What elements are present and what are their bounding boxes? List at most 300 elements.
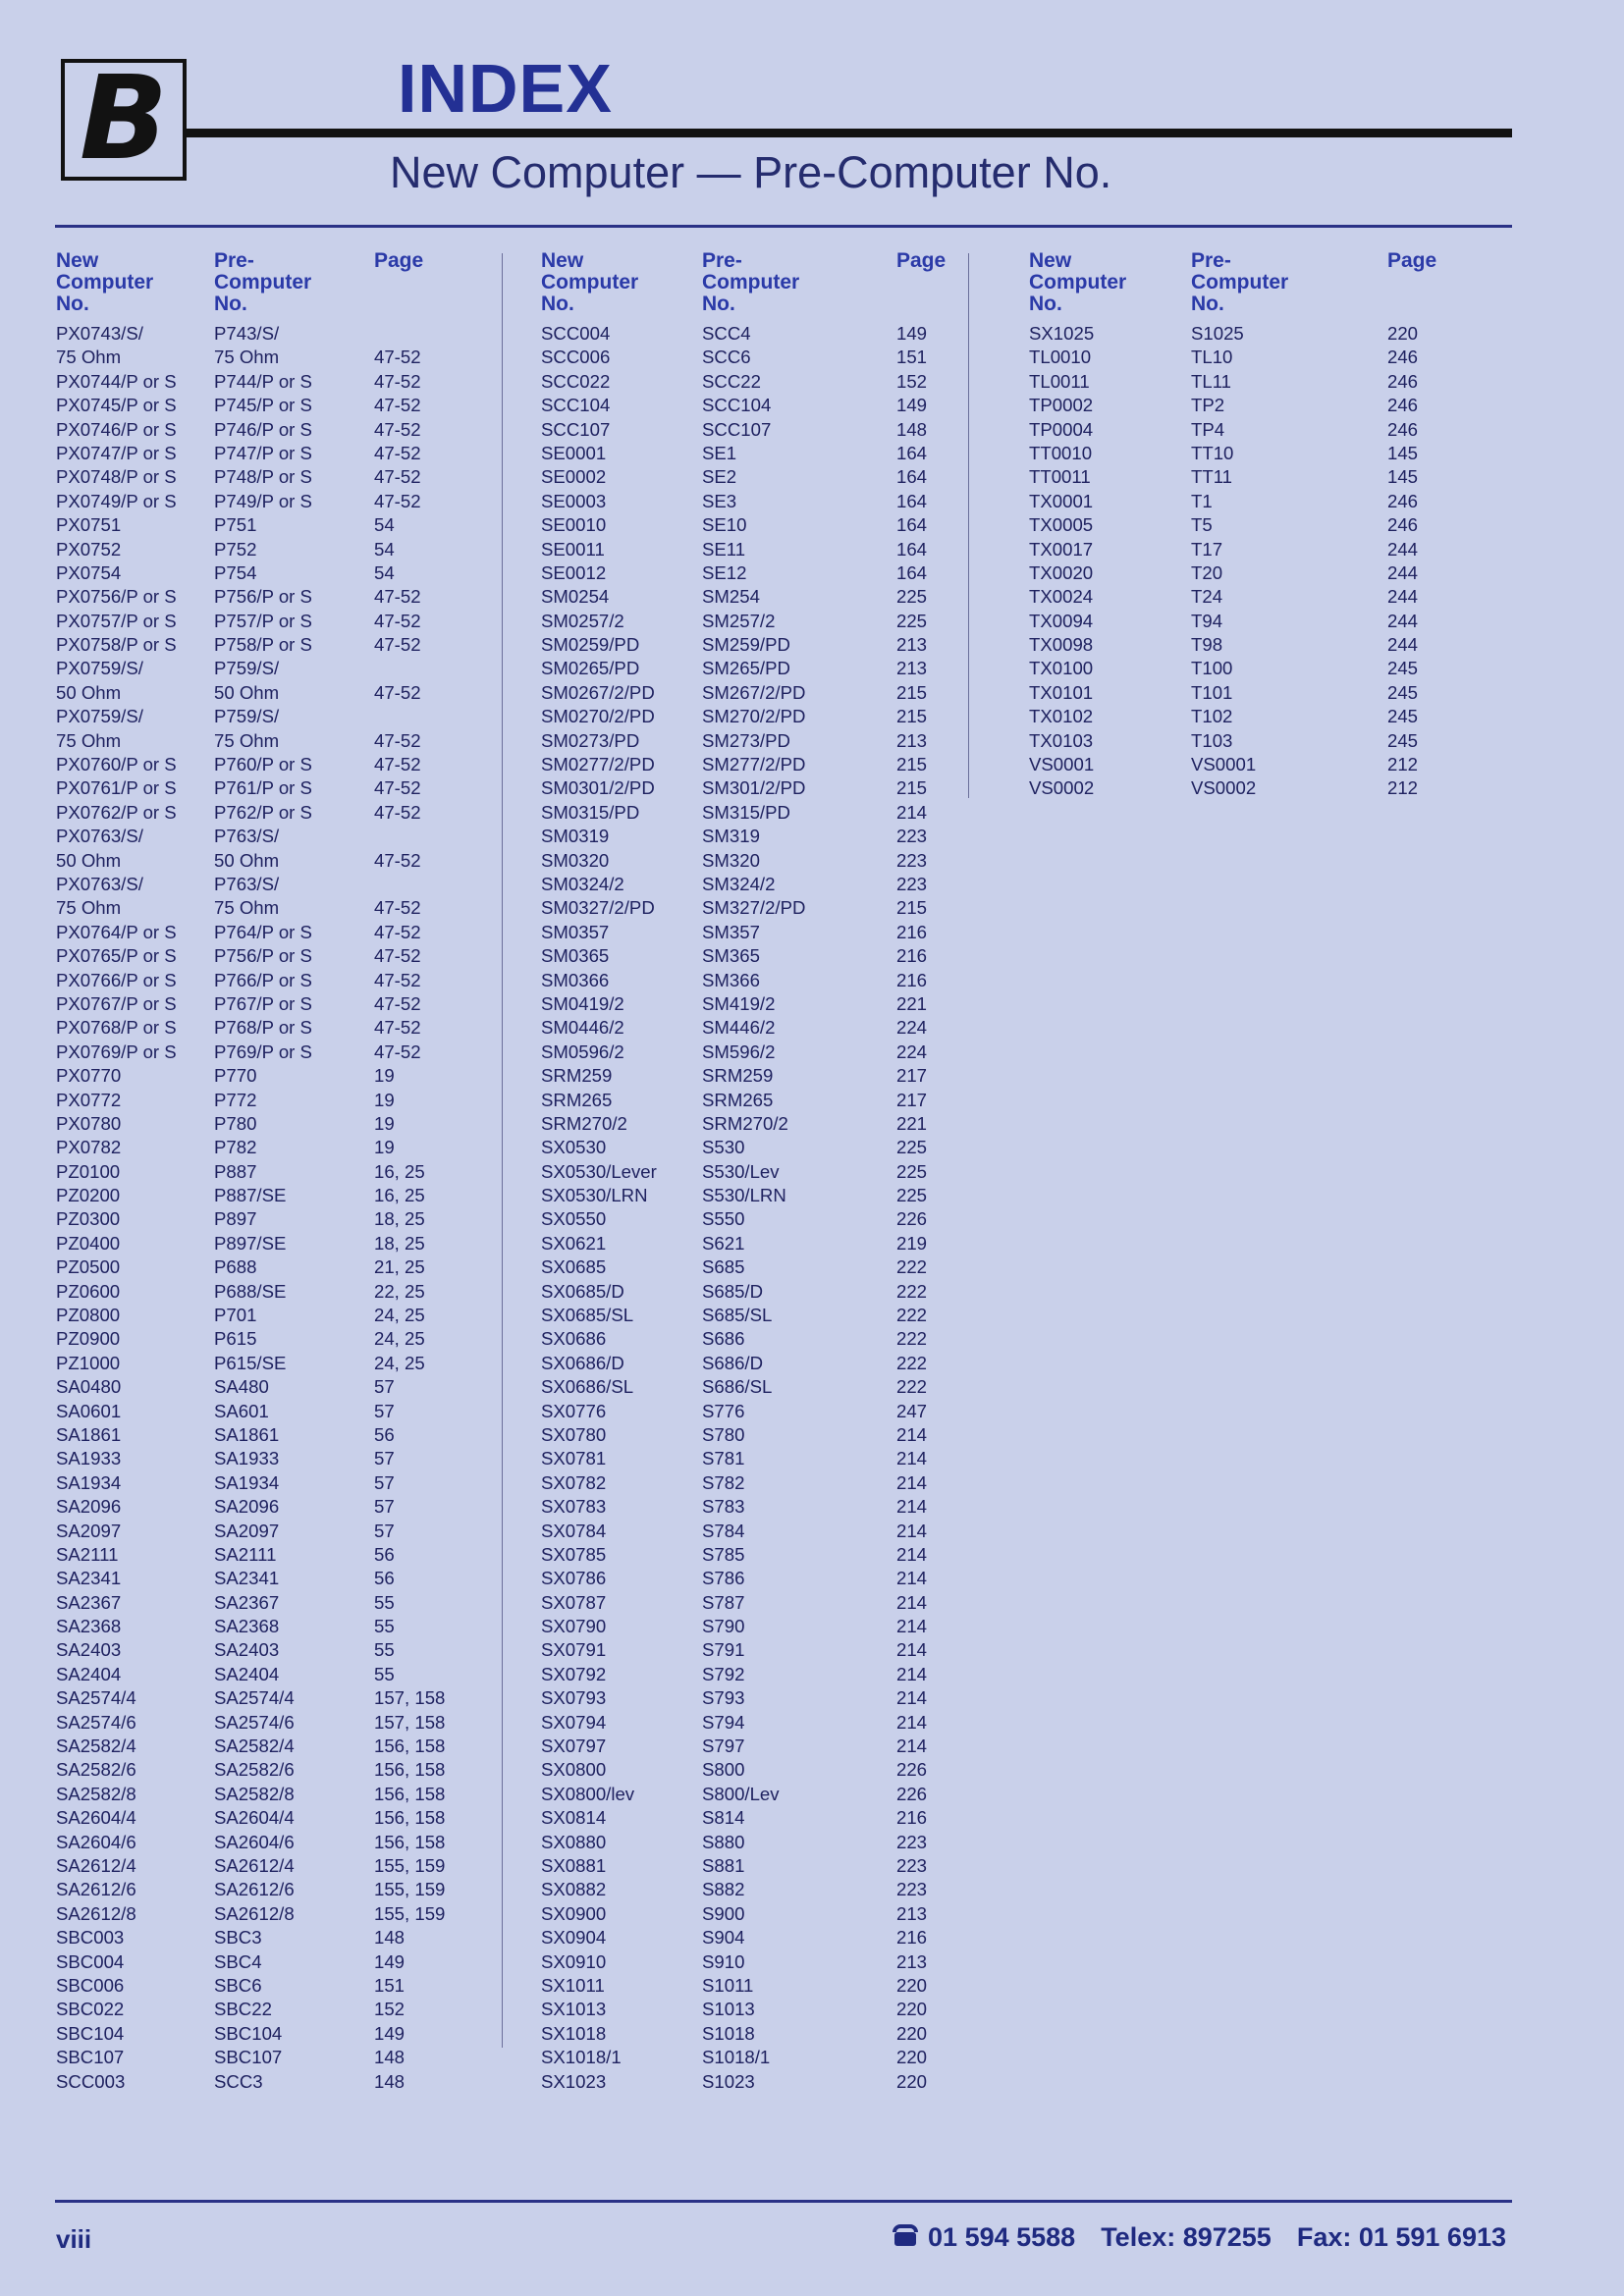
pre-computer-no: S780 <box>702 1423 745 1445</box>
page-ref: 226 <box>896 1208 928 1230</box>
new-computer-no: SM0357 <box>541 921 610 942</box>
page-ref: 57 <box>374 1496 395 1518</box>
pre-computer-no: P748/P or S <box>214 466 312 488</box>
table-row <box>56 1232 472 1255</box>
new-computer-no: 75 Ohm <box>56 729 122 751</box>
new-computer-no: SX0530/Lever <box>541 1160 657 1182</box>
page-ref: 47-52 <box>374 969 421 990</box>
table-row <box>56 394 472 417</box>
table-row <box>541 1783 944 1806</box>
new-computer-no: SBC022 <box>56 1999 125 2020</box>
pre-computer-no: S910 <box>702 1950 745 1972</box>
new-computer-no: SX0686 <box>541 1328 607 1350</box>
table-row <box>541 2070 944 2094</box>
new-computer-no: PX0748/P or S <box>56 466 177 488</box>
page-ref: 155, 159 <box>374 1879 446 1900</box>
page-ref: 222 <box>896 1256 928 1278</box>
column-header <box>541 249 947 317</box>
page-ref: 56 <box>374 1543 395 1565</box>
new-computer-no: SM0277/2/PD <box>541 754 655 775</box>
pre-computer-no: P759/S/ <box>214 658 280 679</box>
table-row <box>56 1831 472 1854</box>
table-row <box>56 1471 472 1495</box>
pre-computer-no: VS0002 <box>1191 777 1257 799</box>
new-computer-no: SBC104 <box>56 2022 125 2044</box>
new-computer-no: SA0601 <box>56 1400 122 1421</box>
page-ref: 47-52 <box>374 897 421 919</box>
pre-computer-no: S530 <box>702 1137 745 1158</box>
new-computer-no: SX0685/SL <box>541 1305 634 1326</box>
page-ref: 151 <box>374 1974 406 1996</box>
new-computer-no: SRM270/2 <box>541 1112 627 1134</box>
new-computer-header: New Computer No. <box>1029 249 1127 315</box>
pre-computer-no: S793 <box>702 1687 745 1709</box>
page-header: Page <box>1387 249 1437 272</box>
page-ref: 246 <box>1387 514 1419 536</box>
new-computer-no: 50 Ohm <box>56 849 122 871</box>
table-row <box>1029 753 1435 776</box>
page-ref: 226 <box>896 1783 928 1804</box>
table-row <box>541 1567 944 1590</box>
page-ref: 216 <box>896 921 928 942</box>
pre-computer-no: SA2604/4 <box>214 1807 295 1829</box>
table-row <box>1029 538 1435 561</box>
pre-computer-no: S794 <box>702 1711 745 1733</box>
page-subtitle: New Computer — Pre-Computer No. <box>390 147 1112 197</box>
page-ref: 47-52 <box>374 418 421 440</box>
pre-computer-no: SA2096 <box>214 1496 280 1518</box>
new-computer-header: New Computer No. <box>541 249 639 315</box>
pre-computer-no: T100 <box>1191 658 1233 679</box>
pre-computer-no: SA2612/4 <box>214 1855 295 1876</box>
new-computer-no: SX0790 <box>541 1616 607 1637</box>
new-computer-no: SA2612/6 <box>56 1879 136 1900</box>
pre-computer-no: TT10 <box>1191 442 1234 463</box>
table-row <box>56 370 472 394</box>
new-computer-no: PX0752 <box>56 538 122 560</box>
page-ref: 214 <box>896 1423 928 1445</box>
pre-computer-no: T98 <box>1191 634 1223 656</box>
new-computer-no: SX0550 <box>541 1208 607 1230</box>
pre-computer-no: P744/P or S <box>214 370 312 392</box>
page-ref: 164 <box>896 538 928 560</box>
new-computer-no: SA1933 <box>56 1448 122 1469</box>
page-ref: 220 <box>896 1999 928 2020</box>
pre-computer-no: S1023 <box>702 2070 755 2092</box>
pre-computer-no: P746/P or S <box>214 418 312 440</box>
new-computer-no: SX0782 <box>541 1471 607 1493</box>
new-computer-no: SM0446/2 <box>541 1017 624 1039</box>
new-computer-no: SX0784 <box>541 1520 607 1541</box>
table-row <box>541 370 944 394</box>
page-ref: 19 <box>374 1137 395 1158</box>
pre-computer-no: P757/P or S <box>214 610 312 631</box>
index-column-3 <box>1029 250 1435 801</box>
page-ref: 244 <box>1387 586 1419 608</box>
new-computer-no: SM0270/2/PD <box>541 706 655 727</box>
page-ref: 47-52 <box>374 681 421 703</box>
table-row <box>56 2070 472 2094</box>
pre-computer-no: P772 <box>214 1089 257 1110</box>
table-row <box>1029 561 1435 585</box>
page-ref: 213 <box>896 658 928 679</box>
new-computer-no: SM0273/PD <box>541 729 640 751</box>
new-computer-no: PX0759/S/ <box>56 706 143 727</box>
new-computer-no: SX1025 <box>1029 323 1095 344</box>
page-ref <box>374 873 472 896</box>
pre-computer-no: TL11 <box>1191 370 1232 392</box>
table-row <box>56 657 472 680</box>
page-ref: 216 <box>896 1807 928 1829</box>
page-ref: 19 <box>374 1089 395 1110</box>
table-row <box>541 322 944 346</box>
table-row <box>56 1352 472 1375</box>
new-computer-no: SE0003 <box>541 490 607 511</box>
pre-computer-no: SA2097 <box>214 1520 280 1541</box>
page-ref: 214 <box>896 1687 928 1709</box>
page-ref: 215 <box>896 681 928 703</box>
page-ref: 18, 25 <box>374 1208 425 1230</box>
table-row <box>541 801 944 825</box>
page-ref: 215 <box>896 777 928 799</box>
new-computer-no: PX0782 <box>56 1137 122 1158</box>
table-row <box>541 921 944 944</box>
new-computer-no: PX0751 <box>56 514 122 536</box>
contact-info <box>893 2222 1506 2253</box>
page-ref: 152 <box>896 370 928 392</box>
new-computer-no: SX0900 <box>541 1902 607 1924</box>
new-computer-no: SM0265/PD <box>541 658 640 679</box>
table-row <box>541 1112 944 1136</box>
table-row <box>1029 465 1435 489</box>
pre-computer-no: P766/P or S <box>214 969 312 990</box>
pre-computer-no: SCC3 <box>214 2070 263 2092</box>
new-computer-no: SM0419/2 <box>541 992 624 1014</box>
pre-computer-no: SBC3 <box>214 1927 262 1949</box>
page-ref: 213 <box>896 729 928 751</box>
pre-computer-no: SCC22 <box>702 370 761 392</box>
pre-computer-no: S783 <box>702 1496 745 1518</box>
page-ref: 47-52 <box>374 777 421 799</box>
table-row <box>56 969 472 992</box>
table-row <box>541 561 944 585</box>
pre-computer-no: S1013 <box>702 1999 755 2020</box>
table-row <box>541 585 944 609</box>
logo-letter: B <box>80 50 168 186</box>
pre-computer-no: TP2 <box>1191 395 1225 416</box>
table-row <box>541 849 944 873</box>
new-computer-no: PX0754 <box>56 561 122 583</box>
pre-computer-no: P897 <box>214 1208 257 1230</box>
new-computer-no: PX0749/P or S <box>56 490 177 511</box>
table-row <box>541 1831 944 1854</box>
page-ref: 57 <box>374 1471 395 1493</box>
new-computer-no: VS0002 <box>1029 777 1095 799</box>
page-ref: 57 <box>374 1400 395 1421</box>
pre-computer-no: SA2574/6 <box>214 1711 295 1733</box>
pre-computer-no: SCC104 <box>702 395 772 416</box>
page-ref: 47-52 <box>374 347 421 368</box>
page-ref: 156, 158 <box>374 1735 446 1757</box>
pre-computer-no: P688 <box>214 1256 257 1278</box>
pre-computer-no: SBC104 <box>214 2022 283 2044</box>
new-computer-no: SA0480 <box>56 1376 122 1398</box>
table-row <box>56 1543 472 1567</box>
pre-computer-no: SBC4 <box>214 1950 262 1972</box>
new-computer-no: SM0327/2/PD <box>541 897 655 919</box>
table-row <box>56 1160 472 1184</box>
pre-computer-no: SM257/2 <box>702 610 776 631</box>
pre-computer-no: SRM270/2 <box>702 1112 788 1134</box>
telex-number: Telex: 897255 <box>1101 2222 1272 2252</box>
new-computer-no: SX0791 <box>541 1639 607 1661</box>
table-row <box>56 1711 472 1735</box>
new-computer-no: SBC003 <box>56 1927 125 1949</box>
pre-computer-no: S1011 <box>702 1974 754 1996</box>
pre-computer-no: T5 <box>1191 514 1213 536</box>
pre-computer-no: P763/S/ <box>214 873 280 894</box>
table-row <box>1029 513 1435 537</box>
pre-computer-no: S900 <box>702 1902 745 1924</box>
new-computer-no: SM0596/2 <box>541 1041 624 1062</box>
pre-computer-no: SA2403 <box>214 1639 280 1661</box>
table-row <box>56 1520 472 1543</box>
page-ref: 55 <box>374 1591 395 1613</box>
table-row <box>56 442 472 465</box>
pre-computer-no: SCC107 <box>702 418 772 440</box>
page-title: INDEX <box>398 50 613 127</box>
new-computer-no: SX0881 <box>541 1855 607 1876</box>
new-computer-no: SCC004 <box>541 323 611 344</box>
pre-computer-no: SM320 <box>702 849 760 871</box>
new-computer-no: TX0101 <box>1029 681 1094 703</box>
new-computer-no: SM0257/2 <box>541 610 624 631</box>
page-ref: 216 <box>896 969 928 990</box>
table-row <box>541 633 944 657</box>
table-row <box>541 1471 944 1495</box>
new-computer-no: TX0094 <box>1029 610 1094 631</box>
pre-computer-no: SM273/PD <box>702 729 790 751</box>
table-row <box>56 1615 472 1638</box>
page-ref: 244 <box>1387 538 1419 560</box>
pre-computer-no: S797 <box>702 1735 745 1757</box>
pre-computer-no: T1 <box>1191 490 1213 511</box>
new-computer-no: SX0786 <box>541 1568 607 1589</box>
pre-computer-no: P764/P or S <box>214 921 312 942</box>
pre-computer-no: 50 Ohm <box>214 681 280 703</box>
table-row <box>56 729 472 753</box>
page-ref: 145 <box>1387 466 1419 488</box>
table-row <box>541 1591 944 1615</box>
page-ref <box>374 322 472 346</box>
index-column-1 <box>56 250 472 2094</box>
page-ref: 214 <box>896 1448 928 1469</box>
index-rows <box>541 322 944 2094</box>
table-row <box>56 1758 472 1782</box>
table-row <box>56 681 472 705</box>
table-row <box>1029 346 1435 369</box>
page-ref: 47-52 <box>374 610 421 631</box>
page-ref: 24, 25 <box>374 1328 425 1350</box>
page-ref: 57 <box>374 1448 395 1469</box>
table-row <box>1029 322 1435 346</box>
telephone-icon <box>893 2224 918 2246</box>
column-header <box>56 250 472 317</box>
new-computer-no: SE0001 <box>541 442 607 463</box>
page-ref: 214 <box>896 1471 928 1493</box>
new-computer-no: PX0760/P or S <box>56 754 177 775</box>
table-row <box>541 418 944 442</box>
new-computer-no: SX0797 <box>541 1735 607 1757</box>
pre-computer-no: P759/S/ <box>214 706 280 727</box>
new-computer-no: SX0910 <box>541 1950 607 1972</box>
pre-computer-no: P769/P or S <box>214 1041 312 1062</box>
page-ref: 16, 25 <box>374 1185 425 1206</box>
pre-computer-no: 75 Ohm <box>214 897 280 919</box>
new-computer-no: PX0762/P or S <box>56 801 177 823</box>
pre-computer-no: P751 <box>214 514 257 536</box>
new-computer-no: SX1018 <box>541 2022 607 2044</box>
pre-computer-no: SA2368 <box>214 1616 280 1637</box>
pre-computer-no: S882 <box>702 1879 745 1900</box>
pre-computer-no: VS0001 <box>1191 754 1257 775</box>
page-number: viii <box>56 2224 92 2254</box>
table-row <box>541 753 944 776</box>
page-ref: 214 <box>896 801 928 823</box>
pre-computer-no: SE12 <box>702 561 747 583</box>
new-computer-no: SX0814 <box>541 1807 607 1829</box>
page-ref: 213 <box>896 1902 928 1924</box>
page-ref: 47-52 <box>374 395 421 416</box>
page-ref: 16, 25 <box>374 1160 425 1182</box>
table-row <box>541 1926 944 1949</box>
page-ref: 164 <box>896 514 928 536</box>
table-row <box>1029 681 1435 705</box>
table-row <box>541 1447 944 1470</box>
pre-computer-no: S790 <box>702 1616 745 1637</box>
pre-computer-no: S784 <box>702 1520 745 1541</box>
page-ref: 24, 25 <box>374 1305 425 1326</box>
new-computer-no: PX0772 <box>56 1089 122 1110</box>
pre-computer-no: P887 <box>214 1160 257 1182</box>
pre-computer-no: SA2367 <box>214 1591 280 1613</box>
pre-computer-no: SM315/PD <box>702 801 790 823</box>
page-ref: 47-52 <box>374 490 421 511</box>
pre-computer-no: SA2612/6 <box>214 1879 295 1900</box>
pre-computer-no: P761/P or S <box>214 777 312 799</box>
table-row <box>56 1854 472 1878</box>
new-computer-no: PX0766/P or S <box>56 969 177 990</box>
page-ref <box>374 705 472 728</box>
pre-computer-no: SA2582/4 <box>214 1735 295 1757</box>
table-row <box>1029 442 1435 465</box>
new-computer-no: SCC006 <box>541 347 611 368</box>
page-ref: 47-52 <box>374 1017 421 1039</box>
page-ref: 149 <box>896 395 928 416</box>
new-computer-no: PZ0600 <box>56 1280 121 1302</box>
pre-computer-no: P760/P or S <box>214 754 312 775</box>
table-row <box>541 873 944 896</box>
new-computer-no: SRM265 <box>541 1089 613 1110</box>
page-ref: 152 <box>374 1999 406 2020</box>
new-computer-no: PX0759/S/ <box>56 658 143 679</box>
brand-logo <box>61 50 187 186</box>
table-row <box>541 992 944 1016</box>
table-row <box>541 1064 944 1088</box>
page-ref: 55 <box>374 1639 395 1661</box>
new-computer-no: SX0792 <box>541 1663 607 1684</box>
new-computer-no: PX0745/P or S <box>56 395 177 416</box>
table-row <box>1029 776 1435 800</box>
pre-computer-no: S904 <box>702 1927 745 1949</box>
table-row <box>541 538 944 561</box>
pre-computer-no: P615 <box>214 1328 257 1350</box>
page-ref: 217 <box>896 1089 928 1110</box>
new-computer-no: TX0024 <box>1029 586 1094 608</box>
page-ref: 223 <box>896 873 928 894</box>
pre-computer-no: P749/P or S <box>214 490 312 511</box>
page-ref: 244 <box>1387 561 1419 583</box>
page-ref: 222 <box>896 1376 928 1398</box>
page-ref: 225 <box>896 1185 928 1206</box>
pre-computer-no: SM327/2/PD <box>702 897 806 919</box>
page-ref: 47-52 <box>374 442 421 463</box>
new-computer-no: TL0011 <box>1029 370 1090 392</box>
pre-computer-no: P615/SE <box>214 1352 287 1373</box>
table-row <box>56 776 472 800</box>
pre-computer-no: SCC4 <box>702 323 751 344</box>
page-ref: 145 <box>1387 442 1419 463</box>
new-computer-no: SX0776 <box>541 1400 607 1421</box>
page-ref: 47-52 <box>374 729 421 751</box>
new-computer-no: SX0880 <box>541 1831 607 1852</box>
pre-computer-no: SCC6 <box>702 347 751 368</box>
table-row <box>1029 490 1435 513</box>
pre-computer-no: SA1933 <box>214 1448 280 1469</box>
telephone-group <box>893 2222 1075 2253</box>
new-computer-no: SX0785 <box>541 1543 607 1565</box>
page-ref: 24, 25 <box>374 1352 425 1373</box>
pre-computer-no: SM419/2 <box>702 992 776 1014</box>
pre-computer-no: P756/P or S <box>214 586 312 608</box>
page-ref: 226 <box>896 1759 928 1781</box>
new-computer-no: SX0780 <box>541 1423 607 1445</box>
table-row <box>56 1998 472 2021</box>
pre-computer-no: SBC6 <box>214 1974 262 1996</box>
page-ref: 21, 25 <box>374 1256 425 1278</box>
table-row <box>1029 370 1435 394</box>
page-ref: 225 <box>896 586 928 608</box>
page-ref: 149 <box>374 2022 406 2044</box>
table-row <box>56 1280 472 1304</box>
pre-computer-no: SA1861 <box>214 1423 280 1445</box>
table-row <box>541 1520 944 1543</box>
table-row <box>56 1112 472 1136</box>
page-ref: 244 <box>1387 610 1419 631</box>
page-ref: 214 <box>896 1543 928 1565</box>
new-computer-no: SA2403 <box>56 1639 122 1661</box>
index-rows <box>56 322 472 2094</box>
table-row <box>541 1304 944 1327</box>
pre-computer-no: SE11 <box>702 538 746 560</box>
new-computer-no: SX0800 <box>541 1759 607 1781</box>
new-computer-no: PX0763/S/ <box>56 873 143 894</box>
page-ref: 47-52 <box>374 370 421 392</box>
page-ref: 164 <box>896 490 928 511</box>
new-computer-no: SM0320 <box>541 849 610 871</box>
page-ref: 221 <box>896 1112 928 1134</box>
page-ref: 156, 158 <box>374 1759 446 1781</box>
